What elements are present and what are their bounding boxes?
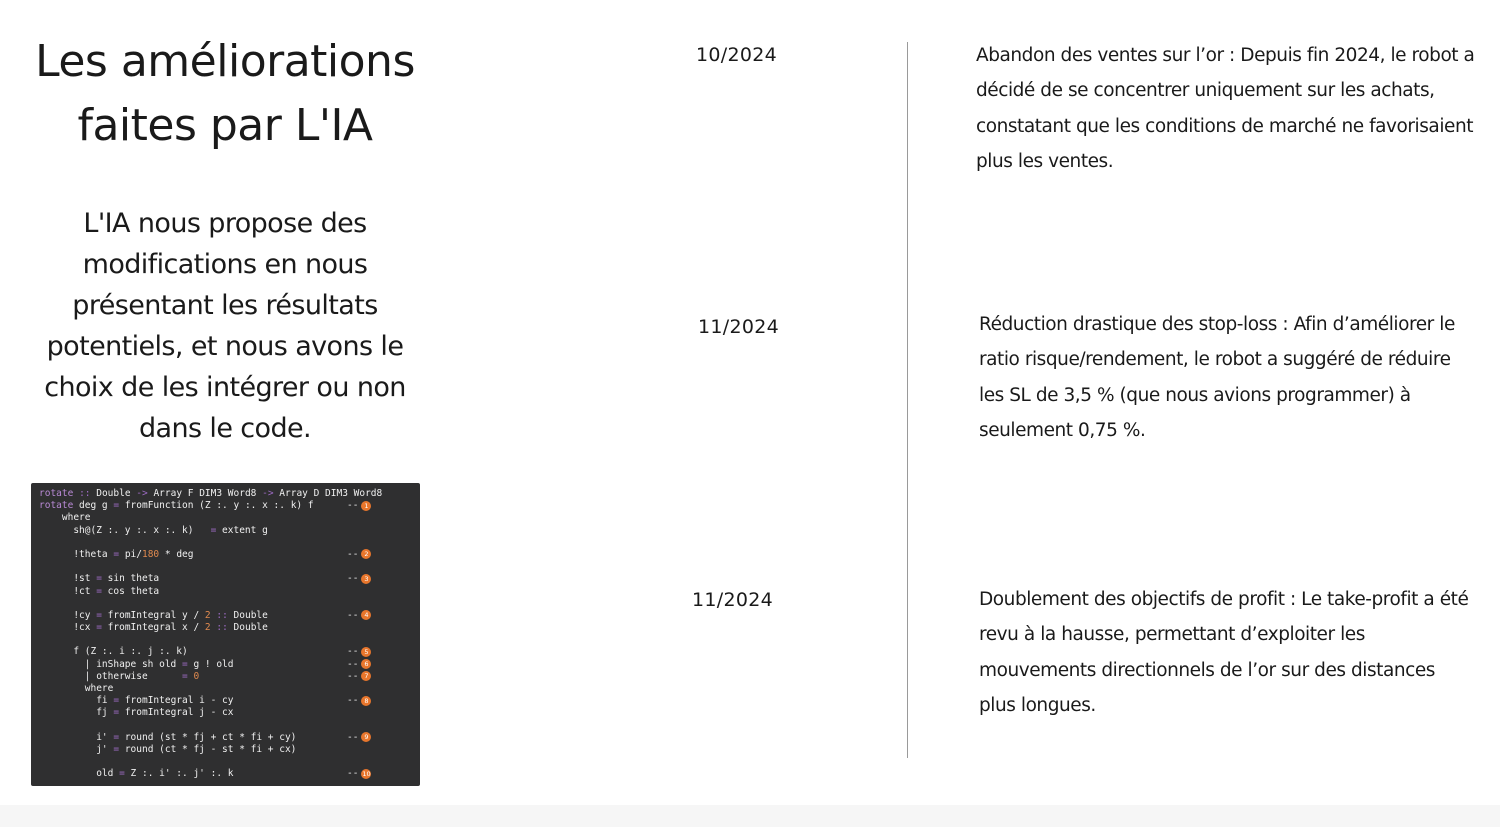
code-line	[39, 488, 420, 500]
code-text: old = Z :. i' :. j' :. k	[39, 768, 234, 780]
annotation-number-badge: 1	[361, 501, 371, 511]
annotation-marker: -- 8	[347, 695, 371, 707]
code-text: !theta = pi/180 * deg	[39, 548, 194, 560]
code-line	[39, 573, 420, 585]
code-snippet-image	[31, 483, 420, 786]
code-line	[39, 707, 420, 719]
code-text: rotate deg g = fromFunction (Z :. y :. x :. k) f	[39, 500, 314, 512]
annotation-number-badge: 10	[362, 769, 371, 778]
code-text: rotate :: Double -> Array F DIM3 Word8 -> Array D DIM3 Word8	[39, 488, 383, 499]
code-line	[39, 756, 420, 768]
code-line	[39, 598, 420, 610]
code-text: !cx = fromIntegral x / 2 :: Double	[39, 622, 268, 634]
code-line	[39, 512, 420, 524]
code-text: fi = fromIntegral i - cy	[39, 695, 234, 707]
annotation-marker: -- 3	[347, 573, 371, 585]
annotation-marker: -- 9	[347, 732, 371, 744]
annotation-marker: -- 1	[347, 500, 371, 512]
code-line	[39, 549, 420, 561]
code-text: !ct = cos theta	[39, 585, 160, 597]
annotation-number-badge: 2	[361, 549, 371, 559]
annotation-number-badge: 4	[361, 610, 371, 620]
annotation-number-badge: 7	[361, 671, 371, 681]
timeline-description-3: Doublement des objectifs de profit : Le take-profit a été revu à la hausse, permettant d’exploiter les mouvements directionnels de l’or sur des distances plus longues.	[979, 589, 1469, 716]
code-line	[39, 720, 420, 732]
code-line	[39, 744, 420, 756]
code-line	[39, 659, 420, 671]
annotation-marker: -- 6	[347, 659, 371, 671]
timeline-divider	[907, 42, 908, 758]
code-line	[39, 695, 420, 707]
code-line	[39, 586, 420, 598]
annotation-marker: -- 7	[347, 671, 371, 683]
bottom-band	[0, 805, 1500, 827]
annotation-marker: -- 2	[347, 549, 371, 561]
code-text: i' = round (st * fj + ct * fi + cy)	[39, 731, 297, 743]
intro-text: L'IA nous propose des modifications en nous présentant les résultats potentiels, et nous avons le choix de les intégrer ou non dans le code.	[44, 208, 406, 444]
code-text: sh@(Z :. y :. x :. k) = extent g	[39, 524, 268, 536]
code-text: f (Z :. i :. j :. k)	[39, 646, 188, 658]
code-text: fj = fromIntegral j - cx	[39, 707, 234, 719]
code-text: | otherwise = 0	[39, 670, 200, 682]
timeline-date-2: 11/2024	[698, 316, 780, 338]
code-line	[39, 768, 420, 780]
annotation-marker: -- 5	[347, 646, 371, 658]
code-text: where	[39, 512, 91, 524]
annotation-marker: -- 4	[347, 610, 371, 622]
code-line	[39, 525, 420, 537]
code-text: | inShape sh old = g ! old	[39, 658, 234, 670]
annotation-number-badge: 6	[361, 659, 371, 669]
code-line	[39, 634, 420, 646]
code-line	[39, 561, 420, 573]
page-title: Les améliorations faites par L'IA	[35, 36, 415, 151]
code-text: where	[39, 683, 114, 694]
code-line	[39, 610, 420, 622]
timeline-date-3: 11/2024	[692, 589, 774, 611]
annotation-number-badge: 8	[361, 696, 371, 706]
timeline-description-2: Réduction drastique des stop-loss : Afin d’améliorer le ratio risque/rendement, le robot a suggéré de réduire les SL de 3,5 % (que nous avions programmer) à seulement 0,75 %.	[979, 314, 1455, 441]
timeline-description-1: Abandon des ventes sur l’or : Depuis fin 2024, le robot a décidé de se concentrer uniquement sur les achats, constatant que les conditions de marché ne favorisaient plus les ventes.	[976, 45, 1475, 172]
code-line	[39, 683, 420, 695]
annotation-number-badge: 5	[361, 647, 371, 657]
code-line	[39, 732, 420, 744]
code-line	[39, 537, 420, 549]
code-text: !st = sin theta	[39, 573, 160, 585]
code-line	[39, 671, 420, 683]
timeline-date-1: 10/2024	[696, 44, 778, 66]
code-line	[39, 500, 420, 512]
code-text: j' = round (ct * fj - st * fi + cx)	[39, 743, 297, 755]
annotation-number-badge: 9	[361, 732, 371, 742]
annotation-marker: -- 10	[347, 768, 371, 780]
code-text: !cy = fromIntegral y / 2 :: Double	[39, 609, 268, 621]
code-line	[39, 622, 420, 634]
code-line	[39, 646, 420, 658]
annotation-number-badge: 3	[361, 574, 371, 584]
